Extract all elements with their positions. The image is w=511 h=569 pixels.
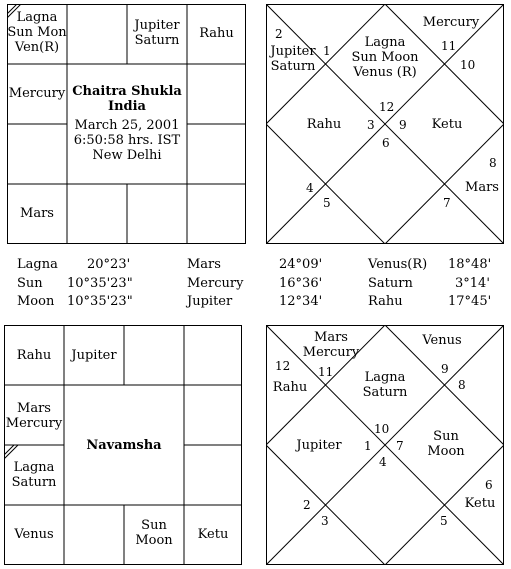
rasi-num-7: 7 (443, 196, 451, 210)
navamsha-num-12: 9 (441, 362, 449, 376)
planet-degree: 24°09' (279, 257, 323, 272)
rasi-house-1: Lagna Sun Moon Venus (R) (351, 35, 419, 80)
rasi-num-3: 3 (367, 118, 375, 132)
navamsha-house-1: Lagna Saturn (362, 370, 408, 400)
planet-name: Saturn (368, 276, 413, 291)
navamsha-num-3: 12 (275, 359, 291, 373)
navamsha-north-chart (266, 325, 504, 565)
navamsha-cell-r0c0: Rahu (16, 348, 52, 363)
navamsha-cell-r0c1: Jupiter (71, 348, 117, 363)
planet-degree: 17°45' (448, 294, 492, 309)
navamsha-title: Navamsha (86, 438, 162, 453)
navamsha-num-2: 11 (318, 365, 334, 379)
navamsha-num-5: 2 (303, 498, 311, 512)
rasi-num-2: 2 (275, 27, 283, 41)
planet-name: Mercury (187, 276, 244, 291)
rasi-num-5: 5 (323, 196, 331, 210)
rasi-num-6: 6 (382, 136, 390, 150)
planet-degree: 16°36' (279, 276, 323, 291)
rasi-square-chart (7, 4, 246, 244)
navamsha-house-7: Ketu (464, 496, 496, 511)
planet-name: Jupiter (187, 294, 233, 309)
rasi-house-4: Rahu (306, 117, 342, 132)
navamsha-num-8: 5 (440, 514, 448, 528)
rasi-house-2: Jupiter Saturn (270, 44, 316, 74)
navamsha-cell-r2c0: Lagna Saturn (11, 460, 57, 490)
rasi-num-12: 12 (379, 100, 395, 114)
rasi-num-10: 10 (460, 58, 476, 72)
planet-degree: 10°35'23" (67, 294, 133, 309)
navamsha-num-1: 10 (374, 422, 390, 436)
navamsha-num-10: 7 (396, 439, 404, 453)
birth-place: New Delhi (92, 148, 162, 163)
rasi-cell-r0c0: Lagna Sun Mon Ven(R) (7, 10, 67, 55)
navamsha-num-9: 6 (485, 478, 493, 492)
planet-name: Sun (17, 276, 43, 291)
navamsha-cell-r3c0: Venus (14, 527, 54, 542)
navamsha-house-2: Mars Mercury (302, 330, 360, 360)
navamsha-house-4: Jupiter (296, 438, 342, 453)
rasi-cell-r3c0: Mars (20, 206, 54, 221)
rasi-num-8: 8 (489, 156, 497, 170)
planet-positions-table (0, 257, 511, 311)
rasi-num-1: 1 (323, 44, 331, 58)
navamsha-square-chart (4, 325, 242, 565)
rasi-cell-r0c3: Rahu (199, 26, 234, 41)
planet-degree: 18°48' (448, 257, 492, 272)
planet-name: Venus(R) (368, 257, 428, 272)
rasi-house-10: Ketu (431, 117, 463, 132)
rasi-num-4: 4 (306, 181, 314, 195)
navamsha-cell-r3c2: Sun Moon (135, 518, 173, 548)
planet-degree: 3°14' (455, 276, 490, 291)
navamsha-cell-r1c0: Mars Mercury (5, 401, 63, 431)
birth-time: 6:50:58 hrs. IST (73, 133, 181, 148)
navamsha-cell-r3c3: Ketu (197, 527, 229, 542)
rasi-north-chart (266, 4, 504, 244)
rasi-center-info (67, 84, 187, 163)
rasi-num-9: 9 (399, 118, 407, 132)
rasi-cell-r0c2: Jupiter Saturn (134, 18, 180, 48)
rasi-cell-r1c0: Mercury (8, 86, 66, 101)
planet-name: Lagna (17, 257, 58, 272)
rasi-num-11: 11 (441, 39, 457, 53)
chart-title: Chaitra Shukla (72, 84, 182, 99)
birth-date: March 25, 2001 (74, 118, 180, 133)
planet-degree: 20°23' (87, 257, 131, 272)
rasi-house-8: Mars (465, 180, 499, 195)
navamsha-num-6: 3 (321, 514, 329, 528)
planet-name: Moon (17, 294, 55, 309)
planet-degree: 10°35'23" (67, 276, 133, 291)
planet-name: Rahu (368, 294, 403, 309)
navamsha-house-12: Venus (422, 333, 462, 348)
navamsha-house-10: Sun Moon (427, 429, 465, 459)
navamsha-num-11: 8 (458, 378, 466, 392)
planet-name: Mars (187, 257, 221, 272)
navamsha-num-7: 4 (379, 455, 387, 469)
chart-subtitle: India (108, 99, 146, 114)
rasi-house-12: Mercury (422, 15, 480, 30)
navamsha-num-4: 1 (364, 439, 372, 453)
navamsha-house-3: Rahu (272, 380, 308, 395)
planet-degree: 12°34' (279, 294, 323, 309)
